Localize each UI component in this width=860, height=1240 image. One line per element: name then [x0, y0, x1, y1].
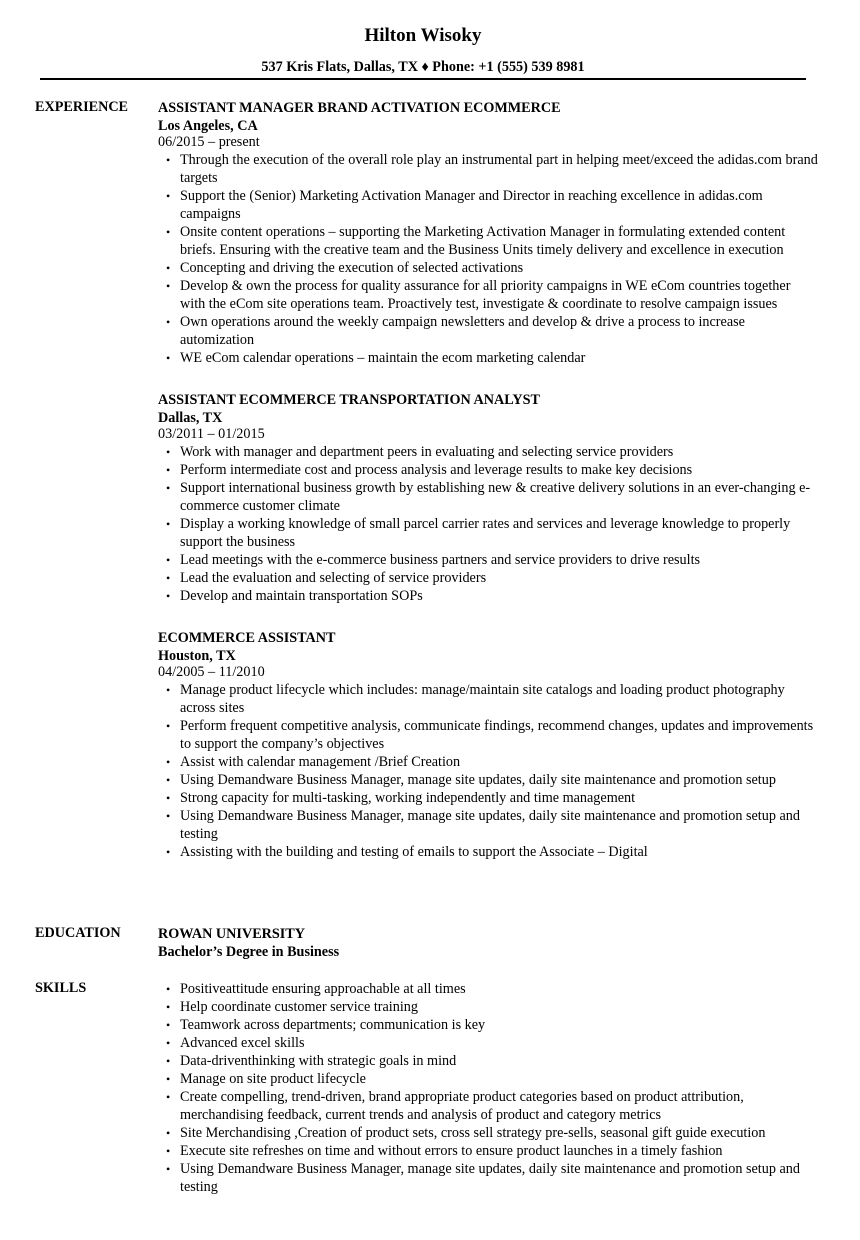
- bullet-item: • Support international business growth by establishing new & creative delivery solutions in an ever-changing e-commerce customer climate: [158, 479, 818, 515]
- bullet-item: • Assist with calendar management /Brief Creation: [158, 753, 818, 771]
- candidate-name: Hilton Wisoky: [364, 25, 482, 46]
- bullet-item: • Using Demandware Business Manager, manage site updates, daily site maintenance and promotion setup: [158, 771, 818, 789]
- school-name: ROWAN UNIVERSITY: [158, 926, 306, 942]
- skills-list: [158, 980, 818, 1196]
- bullet-item: • Perform intermediate cost and process analysis and leverage results to make key decisions: [158, 461, 818, 479]
- section-title-education: EDUCATION: [35, 925, 121, 941]
- job-location: Dallas, TX: [158, 410, 223, 426]
- job-bullets: [158, 443, 818, 605]
- job-dates: 06/2015 – present: [158, 134, 260, 150]
- section-title-skills: SKILLS: [35, 980, 87, 996]
- bullet-item: • Lead the evaluation and selecting of service providers: [158, 569, 818, 587]
- job-title: ASSISTANT ECOMMERCE TRANSPORTATION ANALYST: [158, 392, 540, 408]
- job-title: ECOMMERCE ASSISTANT: [158, 630, 336, 646]
- bullet-item: • Support the (Senior) Marketing Activation Manager and Director in reaching excellence in adidas.com campaigns: [158, 187, 818, 223]
- skill-item: • Execute site refreshes on time and without errors to ensure product launches in a timely fashion: [158, 1142, 818, 1160]
- contact-line: 537 Kris Flats, Dallas, TX ♦ Phone: +1 (555) 539 8981: [261, 59, 585, 75]
- header-divider: [40, 78, 806, 80]
- job-entry: [158, 99, 818, 367]
- skill-item: • Advanced excel skills: [158, 1034, 818, 1052]
- bullet-item: • Lead meetings with the e-commerce business partners and service providers to drive results: [158, 551, 818, 569]
- bullet-item: • Own operations around the weekly campaign newsletters and develop & drive a process to increase automization: [158, 313, 818, 349]
- bullet-item: • Onsite content operations – supporting the Marketing Activation Manager in formulating extended content briefs. Ensuring with the creative team and the Business Units timely delivery and excellence in execution: [158, 223, 818, 259]
- bullet-item: • Develop & own the process for quality assurance for all priority campaigns in WE eCom countries together with the eCom site operations team. Proactively test, investigate & coordinate to resolve campaign issues: [158, 277, 818, 313]
- job-bullets: [158, 151, 818, 367]
- skill-item: • Manage on site product lifecycle: [158, 1070, 818, 1088]
- skill-item: • Create compelling, trend-driven, brand appropriate product categories based on product attribution, merchandising feedback, current trends and analysis of product and category metrics: [158, 1088, 818, 1124]
- job-bullets: [158, 681, 818, 861]
- bullet-item: • WE eCom calendar operations – maintain the ecom marketing calendar: [158, 349, 818, 367]
- bullet-item: • Develop and maintain transportation SOPs: [158, 587, 818, 605]
- bullet-item: • Using Demandware Business Manager, manage site updates, daily site maintenance and promotion setup and testing: [158, 807, 818, 843]
- skills-content: [158, 980, 818, 1196]
- bullet-item: • Display a working knowledge of small parcel carrier rates and services and leverage knowledge to properly support the business: [158, 515, 818, 551]
- bullet-item: • Assisting with the building and testing of emails to support the Associate – Digital: [158, 843, 818, 861]
- education-content: [158, 925, 818, 959]
- skill-item: • Site Merchandising ,Creation of product sets, cross sell strategy pre-sells, seasonal gift guide execution: [158, 1124, 818, 1142]
- skill-item: • Help coordinate customer service training: [158, 998, 818, 1016]
- job-title: ASSISTANT MANAGER BRAND ACTIVATION ECOMMERCE: [158, 100, 561, 116]
- skill-item: • Positiveattitude ensuring approachable at all times: [158, 980, 818, 998]
- job-entry: [158, 391, 818, 605]
- bullet-item: • Perform frequent competitive analysis, communicate findings, recommend changes, updates and improvements to support the company’s objectives: [158, 717, 818, 753]
- bullet-item: • Work with manager and department peers in evaluating and selecting service providers: [158, 443, 818, 461]
- experience-content: [158, 99, 818, 861]
- bullet-item: • Through the execution of the overall role play an instrumental part in helping meet/exceed the adidas.com brand targets: [158, 151, 818, 187]
- section-title-experience: EXPERIENCE: [35, 99, 129, 115]
- degree: Bachelor’s Degree in Business: [158, 944, 340, 960]
- job-dates: 03/2011 – 01/2015: [158, 426, 265, 442]
- job-entry: [158, 629, 818, 861]
- job-dates: 04/2005 – 11/2010: [158, 664, 265, 680]
- skill-item: • Data-driventhinking with strategic goals in mind: [158, 1052, 818, 1070]
- bullet-item: • Strong capacity for multi-tasking, working independently and time management: [158, 789, 818, 807]
- job-location: Houston, TX: [158, 648, 236, 664]
- bullet-item: • Manage product lifecycle which includes: manage/maintain site catalogs and loading product photography across sites: [158, 681, 818, 717]
- bullet-item: • Concepting and driving the execution of selected activations: [158, 259, 818, 277]
- skill-item: • Using Demandware Business Manager, manage site updates, daily site maintenance and promotion setup and testing: [158, 1160, 818, 1196]
- skill-item: • Teamwork across departments; communication is key: [158, 1016, 818, 1034]
- job-location: Los Angeles, CA: [158, 118, 258, 134]
